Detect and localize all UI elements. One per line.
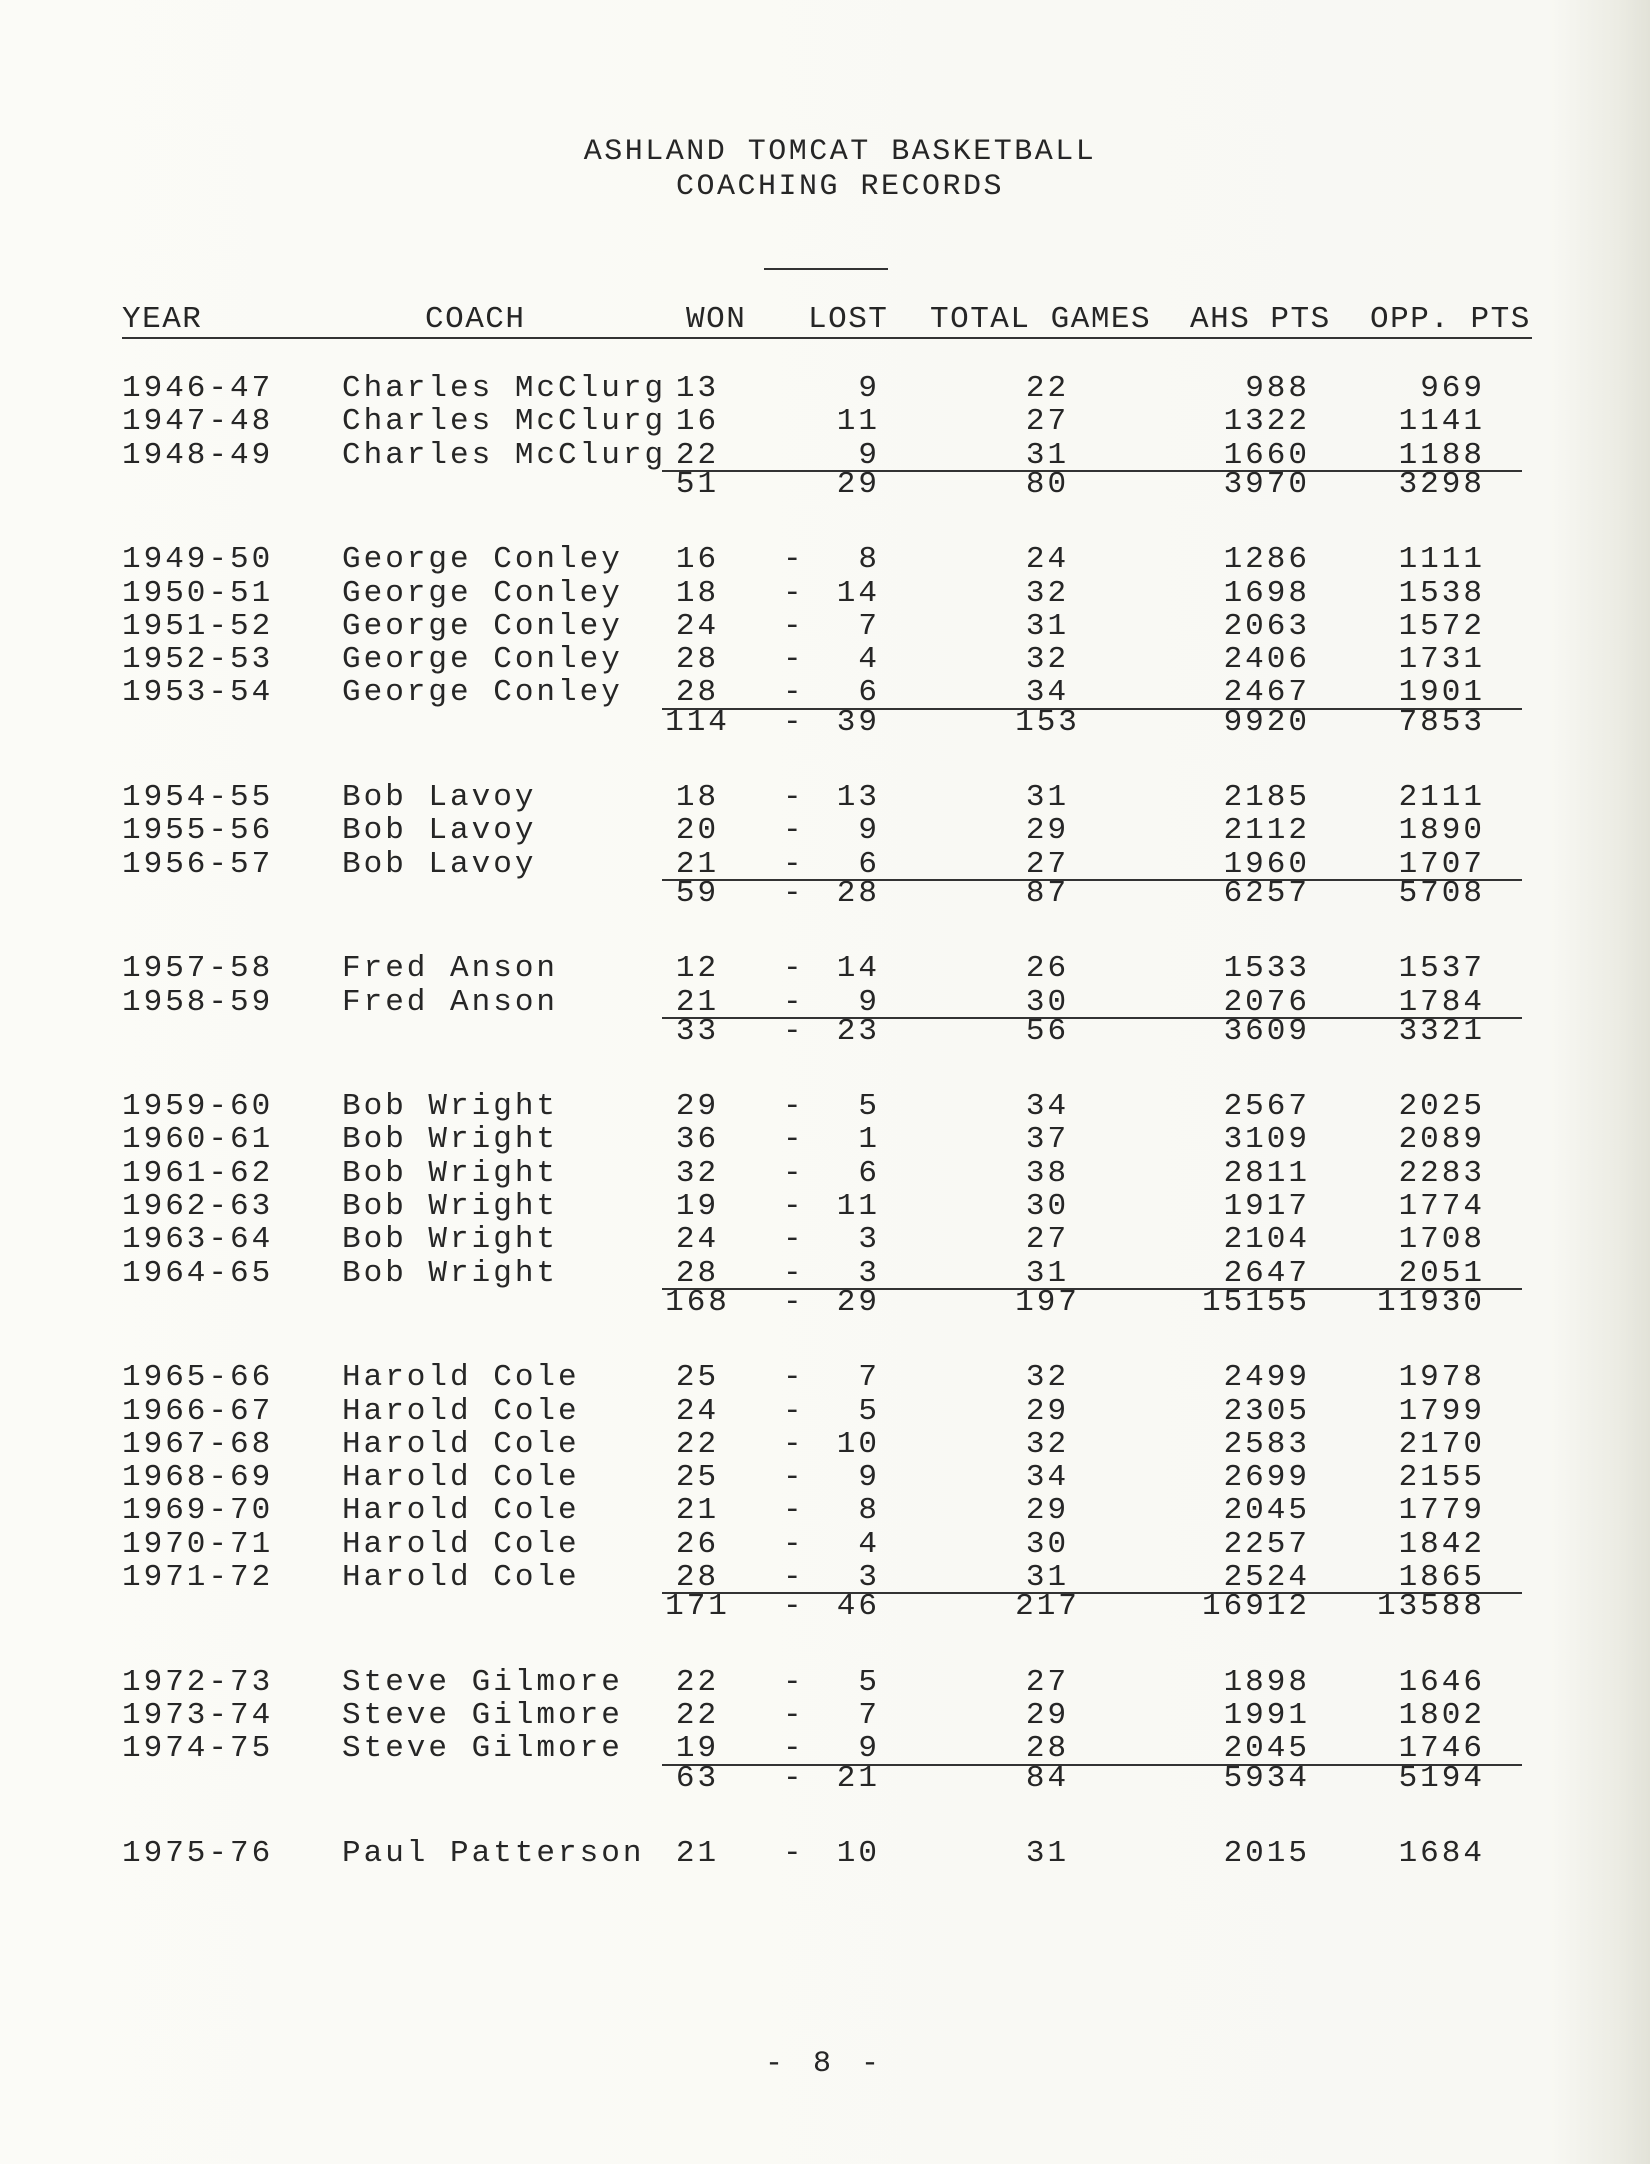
row-dash: - [783, 1360, 805, 1396]
row-coach: George Conley [342, 642, 623, 678]
row-year: 1962-63 [122, 1189, 274, 1224]
row-lost: 4 [858, 1526, 880, 1562]
row-total-games: 31 [1025, 780, 1070, 815]
row-year: 1949-50 [122, 542, 274, 578]
row-year: 1975-76 [122, 1835, 274, 1871]
row-lost: 5 [858, 1393, 880, 1429]
row-dash: - [783, 542, 805, 578]
row-ahs-pts: 2567 [1223, 1089, 1310, 1125]
row-total-games: 32 [1025, 575, 1070, 611]
row-won: 22 [675, 1664, 720, 1700]
row-coach: Charles McClurg [342, 437, 667, 473]
row-won: 20 [675, 813, 720, 849]
row-won: 21 [675, 846, 720, 882]
row-coach: Fred Anson [342, 984, 559, 1020]
row-coach: Charles McClurg [342, 371, 667, 406]
row-lost: 9 [858, 371, 880, 406]
subtotal-won: 59 [675, 875, 720, 911]
row-coach: Bob Wright [342, 1122, 559, 1158]
row-lost: 9 [858, 437, 880, 473]
row-ahs-pts: 988 [1245, 371, 1310, 406]
subtotal-lost: 46 [836, 1589, 880, 1625]
row-total-games: 29 [1025, 813, 1070, 849]
row-opp-pts: 1746 [1398, 1731, 1485, 1767]
row-ahs-pts: 2257 [1223, 1526, 1310, 1562]
row-opp-pts: 1684 [1398, 1835, 1485, 1871]
row-coach: George Conley [342, 675, 623, 711]
row-year: 1973-74 [122, 1697, 274, 1733]
row-dash: - [783, 984, 805, 1020]
row-ahs-pts: 2076 [1223, 984, 1310, 1020]
header-won: WON [686, 302, 747, 337]
row-coach: George Conley [342, 542, 623, 578]
row-total-games: 30 [1025, 1526, 1070, 1562]
subtotal-won: 168 [665, 1284, 730, 1320]
row-total-games: 38 [1025, 1155, 1070, 1191]
row-won: 18 [675, 575, 720, 611]
row-total-games: 31 [1025, 1835, 1070, 1871]
row-total-games: 31 [1025, 1255, 1070, 1291]
row-total-games: 34 [1025, 1460, 1070, 1496]
row-ahs-pts: 1898 [1223, 1664, 1310, 1700]
subtotal-ahs-pts: 5934 [1223, 1760, 1310, 1796]
row-ahs-pts: 2015 [1223, 1835, 1310, 1871]
row-ahs-pts: 2467 [1223, 675, 1310, 711]
row-opp-pts: 1731 [1398, 642, 1485, 678]
row-dash: - [783, 1731, 805, 1767]
row-won: 28 [675, 1255, 720, 1291]
row-year: 1947-48 [122, 404, 274, 440]
subtotal-ahs-pts: 16912 [1201, 1589, 1310, 1625]
row-lost: 14 [836, 951, 880, 987]
row-lost: 9 [858, 813, 880, 849]
page-number: - 8 - [764, 2047, 885, 2081]
row-total-games: 31 [1025, 1560, 1070, 1595]
row-ahs-pts: 1533 [1223, 951, 1310, 987]
row-lost: 8 [858, 542, 880, 578]
row-year: 1960-61 [122, 1122, 274, 1158]
row-coach: Charles McClurg [342, 404, 667, 440]
row-coach: Harold Cole [342, 1393, 580, 1429]
row-lost: 5 [858, 1664, 880, 1700]
row-coach: Harold Cole [342, 1560, 580, 1595]
row-lost: 9 [858, 1731, 880, 1767]
row-won: 18 [675, 780, 720, 815]
row-opp-pts: 1799 [1398, 1393, 1485, 1429]
row-year: 1954-55 [122, 780, 274, 815]
row-won: 19 [675, 1189, 720, 1224]
row-won: 25 [675, 1460, 720, 1496]
row-lost: 10 [836, 1835, 880, 1871]
subtotal-total-games: 197 [1015, 1284, 1080, 1320]
row-year: 1967-68 [122, 1426, 274, 1462]
row-ahs-pts: 2699 [1223, 1460, 1310, 1496]
subtotal-opp-pts: 3298 [1398, 466, 1485, 502]
row-total-games: 26 [1025, 951, 1070, 987]
row-lost: 13 [836, 780, 880, 815]
row-ahs-pts: 2305 [1223, 1393, 1310, 1429]
row-ahs-pts: 2063 [1223, 608, 1310, 644]
subtotal-opp-pts: 11930 [1376, 1284, 1485, 1320]
row-year: 1953-54 [122, 675, 274, 711]
row-total-games: 32 [1025, 1426, 1070, 1462]
subtotal-dash: - [783, 1589, 805, 1625]
row-dash: - [783, 1664, 805, 1700]
subtotal-opp-pts: 5708 [1398, 875, 1485, 911]
header-coach: COACH [425, 302, 526, 337]
row-lost: 1 [858, 1122, 880, 1158]
row-won: 25 [675, 1360, 720, 1396]
subtotal-total-games: 217 [1015, 1589, 1080, 1625]
subtotal-lost: 29 [836, 466, 880, 502]
row-coach: Bob Lavoy [342, 780, 537, 815]
row-dash: - [783, 1460, 805, 1496]
row-coach: Paul Patterson [342, 1835, 645, 1871]
row-won: 21 [675, 1835, 720, 1871]
row-year: 1968-69 [122, 1460, 274, 1496]
header-lost: LOST [808, 302, 889, 337]
row-coach: Bob Wright [342, 1222, 559, 1258]
row-year: 1961-62 [122, 1155, 274, 1191]
row-total-games: 27 [1025, 846, 1070, 882]
row-opp-pts: 2025 [1398, 1089, 1485, 1125]
row-won: 36 [675, 1122, 720, 1158]
row-lost: 3 [858, 1222, 880, 1258]
subtotal-ahs-pts: 9920 [1223, 704, 1310, 740]
row-total-games: 29 [1025, 1697, 1070, 1733]
row-won: 13 [675, 371, 720, 406]
subtotal-total-games: 84 [1025, 1760, 1070, 1796]
row-ahs-pts: 2524 [1223, 1560, 1310, 1595]
row-total-games: 29 [1025, 1493, 1070, 1529]
row-opp-pts: 2155 [1398, 1460, 1485, 1496]
row-year: 1956-57 [122, 846, 274, 882]
row-coach: Steve Gilmore [342, 1731, 623, 1767]
row-opp-pts: 2051 [1398, 1255, 1485, 1291]
row-ahs-pts: 1286 [1223, 542, 1310, 578]
subtotal-won: 171 [665, 1589, 730, 1625]
row-total-games: 30 [1025, 984, 1070, 1020]
row-lost: 4 [858, 642, 880, 678]
header-opp-pts: OPP. PTS [1370, 302, 1531, 337]
row-won: 22 [675, 1697, 720, 1733]
row-lost: 10 [836, 1426, 880, 1462]
row-year: 1948-49 [122, 437, 274, 473]
row-coach: Fred Anson [342, 951, 559, 987]
subtotal-opp-pts: 7853 [1398, 704, 1485, 740]
row-opp-pts: 1646 [1398, 1664, 1485, 1700]
row-lost: 3 [858, 1560, 880, 1595]
row-dash: - [783, 1189, 805, 1224]
row-ahs-pts: 2112 [1223, 813, 1310, 849]
row-opp-pts: 1890 [1398, 813, 1485, 849]
row-year: 1969-70 [122, 1493, 274, 1529]
row-dash: - [783, 1493, 805, 1529]
row-dash: - [783, 1526, 805, 1562]
row-lost: 6 [858, 675, 880, 711]
row-ahs-pts: 2811 [1223, 1155, 1310, 1191]
row-lost: 9 [858, 1460, 880, 1496]
title-line-1: ASHLAND TOMCAT BASKETBALL [583, 135, 1097, 169]
subtotal-total-games: 56 [1025, 1013, 1070, 1049]
row-ahs-pts: 1660 [1223, 437, 1310, 473]
row-opp-pts: 1537 [1398, 951, 1485, 987]
row-lost: 7 [858, 1697, 880, 1733]
row-year: 1964-65 [122, 1255, 274, 1291]
row-total-games: 30 [1025, 1189, 1070, 1224]
subtotal-total-games: 153 [1015, 704, 1080, 740]
row-lost: 8 [858, 1493, 880, 1529]
row-lost: 5 [858, 1089, 880, 1125]
row-dash: - [783, 608, 805, 644]
row-won: 28 [675, 1560, 720, 1595]
subtotal-dash: - [783, 704, 805, 740]
header-ahs-pts: AHS PTS [1190, 302, 1331, 337]
row-dash: - [783, 1426, 805, 1462]
row-opp-pts: 1774 [1398, 1189, 1485, 1224]
row-dash: - [783, 1255, 805, 1291]
row-ahs-pts: 2499 [1223, 1360, 1310, 1396]
row-ahs-pts: 1991 [1223, 1697, 1310, 1733]
row-ahs-pts: 1960 [1223, 846, 1310, 882]
row-year: 1966-67 [122, 1393, 274, 1429]
row-total-games: 31 [1025, 608, 1070, 644]
row-coach: George Conley [342, 608, 623, 644]
row-lost: 7 [858, 608, 880, 644]
row-lost: 11 [836, 404, 880, 440]
subtotal-won: 33 [675, 1013, 720, 1049]
row-total-games: 27 [1025, 404, 1070, 440]
subtotal-ahs-pts: 3609 [1223, 1013, 1310, 1049]
subtotal-lost: 23 [836, 1013, 880, 1049]
row-opp-pts: 1188 [1398, 437, 1485, 473]
row-ahs-pts: 1698 [1223, 575, 1310, 611]
row-coach: Steve Gilmore [342, 1664, 623, 1700]
row-dash: - [783, 575, 805, 611]
row-won: 19 [675, 1731, 720, 1767]
row-ahs-pts: 3109 [1223, 1122, 1310, 1158]
row-year: 1965-66 [122, 1360, 274, 1396]
subtotal-won: 51 [675, 466, 720, 502]
row-coach: Harold Cole [342, 1426, 580, 1462]
row-won: 21 [675, 1493, 720, 1529]
row-won: 21 [675, 984, 720, 1020]
subtotal-dash: - [783, 1013, 805, 1049]
row-year: 1946-47 [122, 371, 274, 406]
subtotal-opp-pts: 5194 [1398, 1760, 1485, 1796]
row-opp-pts: 2089 [1398, 1122, 1485, 1158]
row-opp-pts: 1572 [1398, 608, 1485, 644]
row-coach: Bob Wright [342, 1189, 559, 1224]
subtotal-lost: 21 [836, 1760, 880, 1796]
row-opp-pts: 1141 [1398, 404, 1485, 440]
row-opp-pts: 1865 [1398, 1560, 1485, 1595]
row-coach: Steve Gilmore [342, 1697, 623, 1733]
row-ahs-pts: 2045 [1223, 1493, 1310, 1529]
row-ahs-pts: 1322 [1223, 404, 1310, 440]
row-total-games: 31 [1025, 437, 1070, 473]
row-opp-pts: 2170 [1398, 1426, 1485, 1462]
title-line-2: COACHING RECORDS [675, 170, 1005, 204]
row-dash: - [783, 951, 805, 987]
row-opp-pts: 2283 [1398, 1155, 1485, 1191]
subtotal-ahs-pts: 15155 [1201, 1284, 1310, 1320]
header-total-games: TOTAL GAMES [930, 302, 1152, 337]
row-opp-pts: 1111 [1398, 542, 1485, 578]
row-dash: - [783, 642, 805, 678]
row-dash: - [783, 813, 805, 849]
subtotal-lost: 39 [836, 704, 880, 740]
row-year: 1971-72 [122, 1560, 274, 1595]
row-coach: Harold Cole [342, 1526, 580, 1562]
row-dash: - [783, 1089, 805, 1125]
row-won: 16 [675, 404, 720, 440]
row-opp-pts: 969 [1420, 371, 1485, 406]
row-opp-pts: 1707 [1398, 846, 1485, 882]
subtotal-ahs-pts: 6257 [1223, 875, 1310, 911]
subtotal-dash: - [783, 1284, 805, 1320]
row-won: 28 [675, 642, 720, 678]
row-won: 22 [675, 1426, 720, 1462]
subtotal-lost: 28 [836, 875, 880, 911]
row-total-games: 29 [1025, 1393, 1070, 1429]
subtotal-won: 114 [665, 704, 730, 740]
row-won: 32 [675, 1155, 720, 1191]
row-opp-pts: 1802 [1398, 1697, 1485, 1733]
row-total-games: 34 [1025, 675, 1070, 711]
row-dash: - [783, 846, 805, 882]
subtotal-opp-pts: 3321 [1398, 1013, 1485, 1049]
row-opp-pts: 1901 [1398, 675, 1485, 711]
row-coach: George Conley [342, 575, 623, 611]
row-year: 1963-64 [122, 1222, 274, 1258]
row-year: 1970-71 [122, 1526, 274, 1562]
header-year: YEAR [122, 302, 203, 337]
row-ahs-pts: 2104 [1223, 1222, 1310, 1258]
row-dash: - [783, 1560, 805, 1595]
row-dash: - [783, 1697, 805, 1733]
row-dash: - [783, 1122, 805, 1158]
row-opp-pts: 1978 [1398, 1360, 1485, 1396]
row-year: 1957-58 [122, 951, 274, 987]
row-lost: 3 [858, 1255, 880, 1291]
row-lost: 6 [858, 1155, 880, 1191]
row-coach: Bob Wright [342, 1255, 559, 1291]
row-coach: Harold Cole [342, 1460, 580, 1496]
row-lost: 9 [858, 984, 880, 1020]
row-dash: - [783, 1222, 805, 1258]
row-year: 1959-60 [122, 1089, 274, 1125]
row-ahs-pts: 2185 [1223, 780, 1310, 815]
row-lost: 11 [836, 1189, 880, 1224]
row-year: 1974-75 [122, 1731, 274, 1767]
row-dash: - [783, 1835, 805, 1871]
row-lost: 14 [836, 575, 880, 611]
subtotal-total-games: 87 [1025, 875, 1070, 911]
row-ahs-pts: 2406 [1223, 642, 1310, 678]
row-year: 1950-51 [122, 575, 274, 611]
row-year: 1955-56 [122, 813, 274, 849]
row-dash: - [783, 1155, 805, 1191]
row-coach: Bob Lavoy [342, 846, 537, 882]
row-total-games: 37 [1025, 1122, 1070, 1158]
row-opp-pts: 1784 [1398, 984, 1485, 1020]
row-total-games: 27 [1025, 1664, 1070, 1700]
row-total-games: 24 [1025, 542, 1070, 578]
subtotal-dash: - [783, 875, 805, 911]
row-dash: - [783, 675, 805, 711]
row-total-games: 34 [1025, 1089, 1070, 1125]
row-year: 1951-52 [122, 608, 274, 644]
row-opp-pts: 2111 [1398, 780, 1485, 815]
row-opp-pts: 1708 [1398, 1222, 1485, 1258]
row-ahs-pts: 2647 [1223, 1255, 1310, 1291]
subtotal-ahs-pts: 3970 [1223, 466, 1310, 502]
row-ahs-pts: 2045 [1223, 1731, 1310, 1767]
row-lost: 7 [858, 1360, 880, 1396]
row-won: 24 [675, 1222, 720, 1258]
row-opp-pts: 1779 [1398, 1493, 1485, 1529]
row-coach: Bob Lavoy [342, 813, 537, 849]
row-opp-pts: 1538 [1398, 575, 1485, 611]
row-year: 1958-59 [122, 984, 274, 1020]
row-total-games: 28 [1025, 1731, 1070, 1767]
row-won: 16 [675, 542, 720, 578]
row-won: 24 [675, 1393, 720, 1429]
row-total-games: 27 [1025, 1222, 1070, 1258]
row-total-games: 22 [1025, 371, 1070, 406]
row-coach: Bob Wright [342, 1155, 559, 1191]
row-opp-pts: 1842 [1398, 1526, 1485, 1562]
row-ahs-pts: 1917 [1223, 1189, 1310, 1224]
subtotal-lost: 29 [836, 1284, 880, 1320]
row-won: 29 [675, 1089, 720, 1125]
row-coach: Harold Cole [342, 1493, 580, 1529]
row-won: 12 [675, 951, 720, 987]
row-total-games: 32 [1025, 1360, 1070, 1396]
row-ahs-pts: 2583 [1223, 1426, 1310, 1462]
subtotal-won: 63 [675, 1760, 720, 1796]
row-dash: - [783, 1393, 805, 1429]
subtotal-total-games: 80 [1025, 466, 1070, 502]
subtotal-dash: - [783, 1760, 805, 1796]
row-coach: Bob Wright [342, 1089, 559, 1125]
subtotal-opp-pts: 13588 [1376, 1589, 1485, 1625]
row-total-games: 32 [1025, 642, 1070, 678]
row-won: 22 [675, 437, 720, 473]
row-coach: Harold Cole [342, 1360, 580, 1396]
row-won: 24 [675, 608, 720, 644]
row-won: 26 [675, 1526, 720, 1562]
row-year: 1952-53 [122, 642, 274, 678]
row-won: 28 [675, 675, 720, 711]
row-lost: 6 [858, 846, 880, 882]
row-year: 1972-73 [122, 1664, 274, 1700]
row-dash: - [783, 780, 805, 815]
